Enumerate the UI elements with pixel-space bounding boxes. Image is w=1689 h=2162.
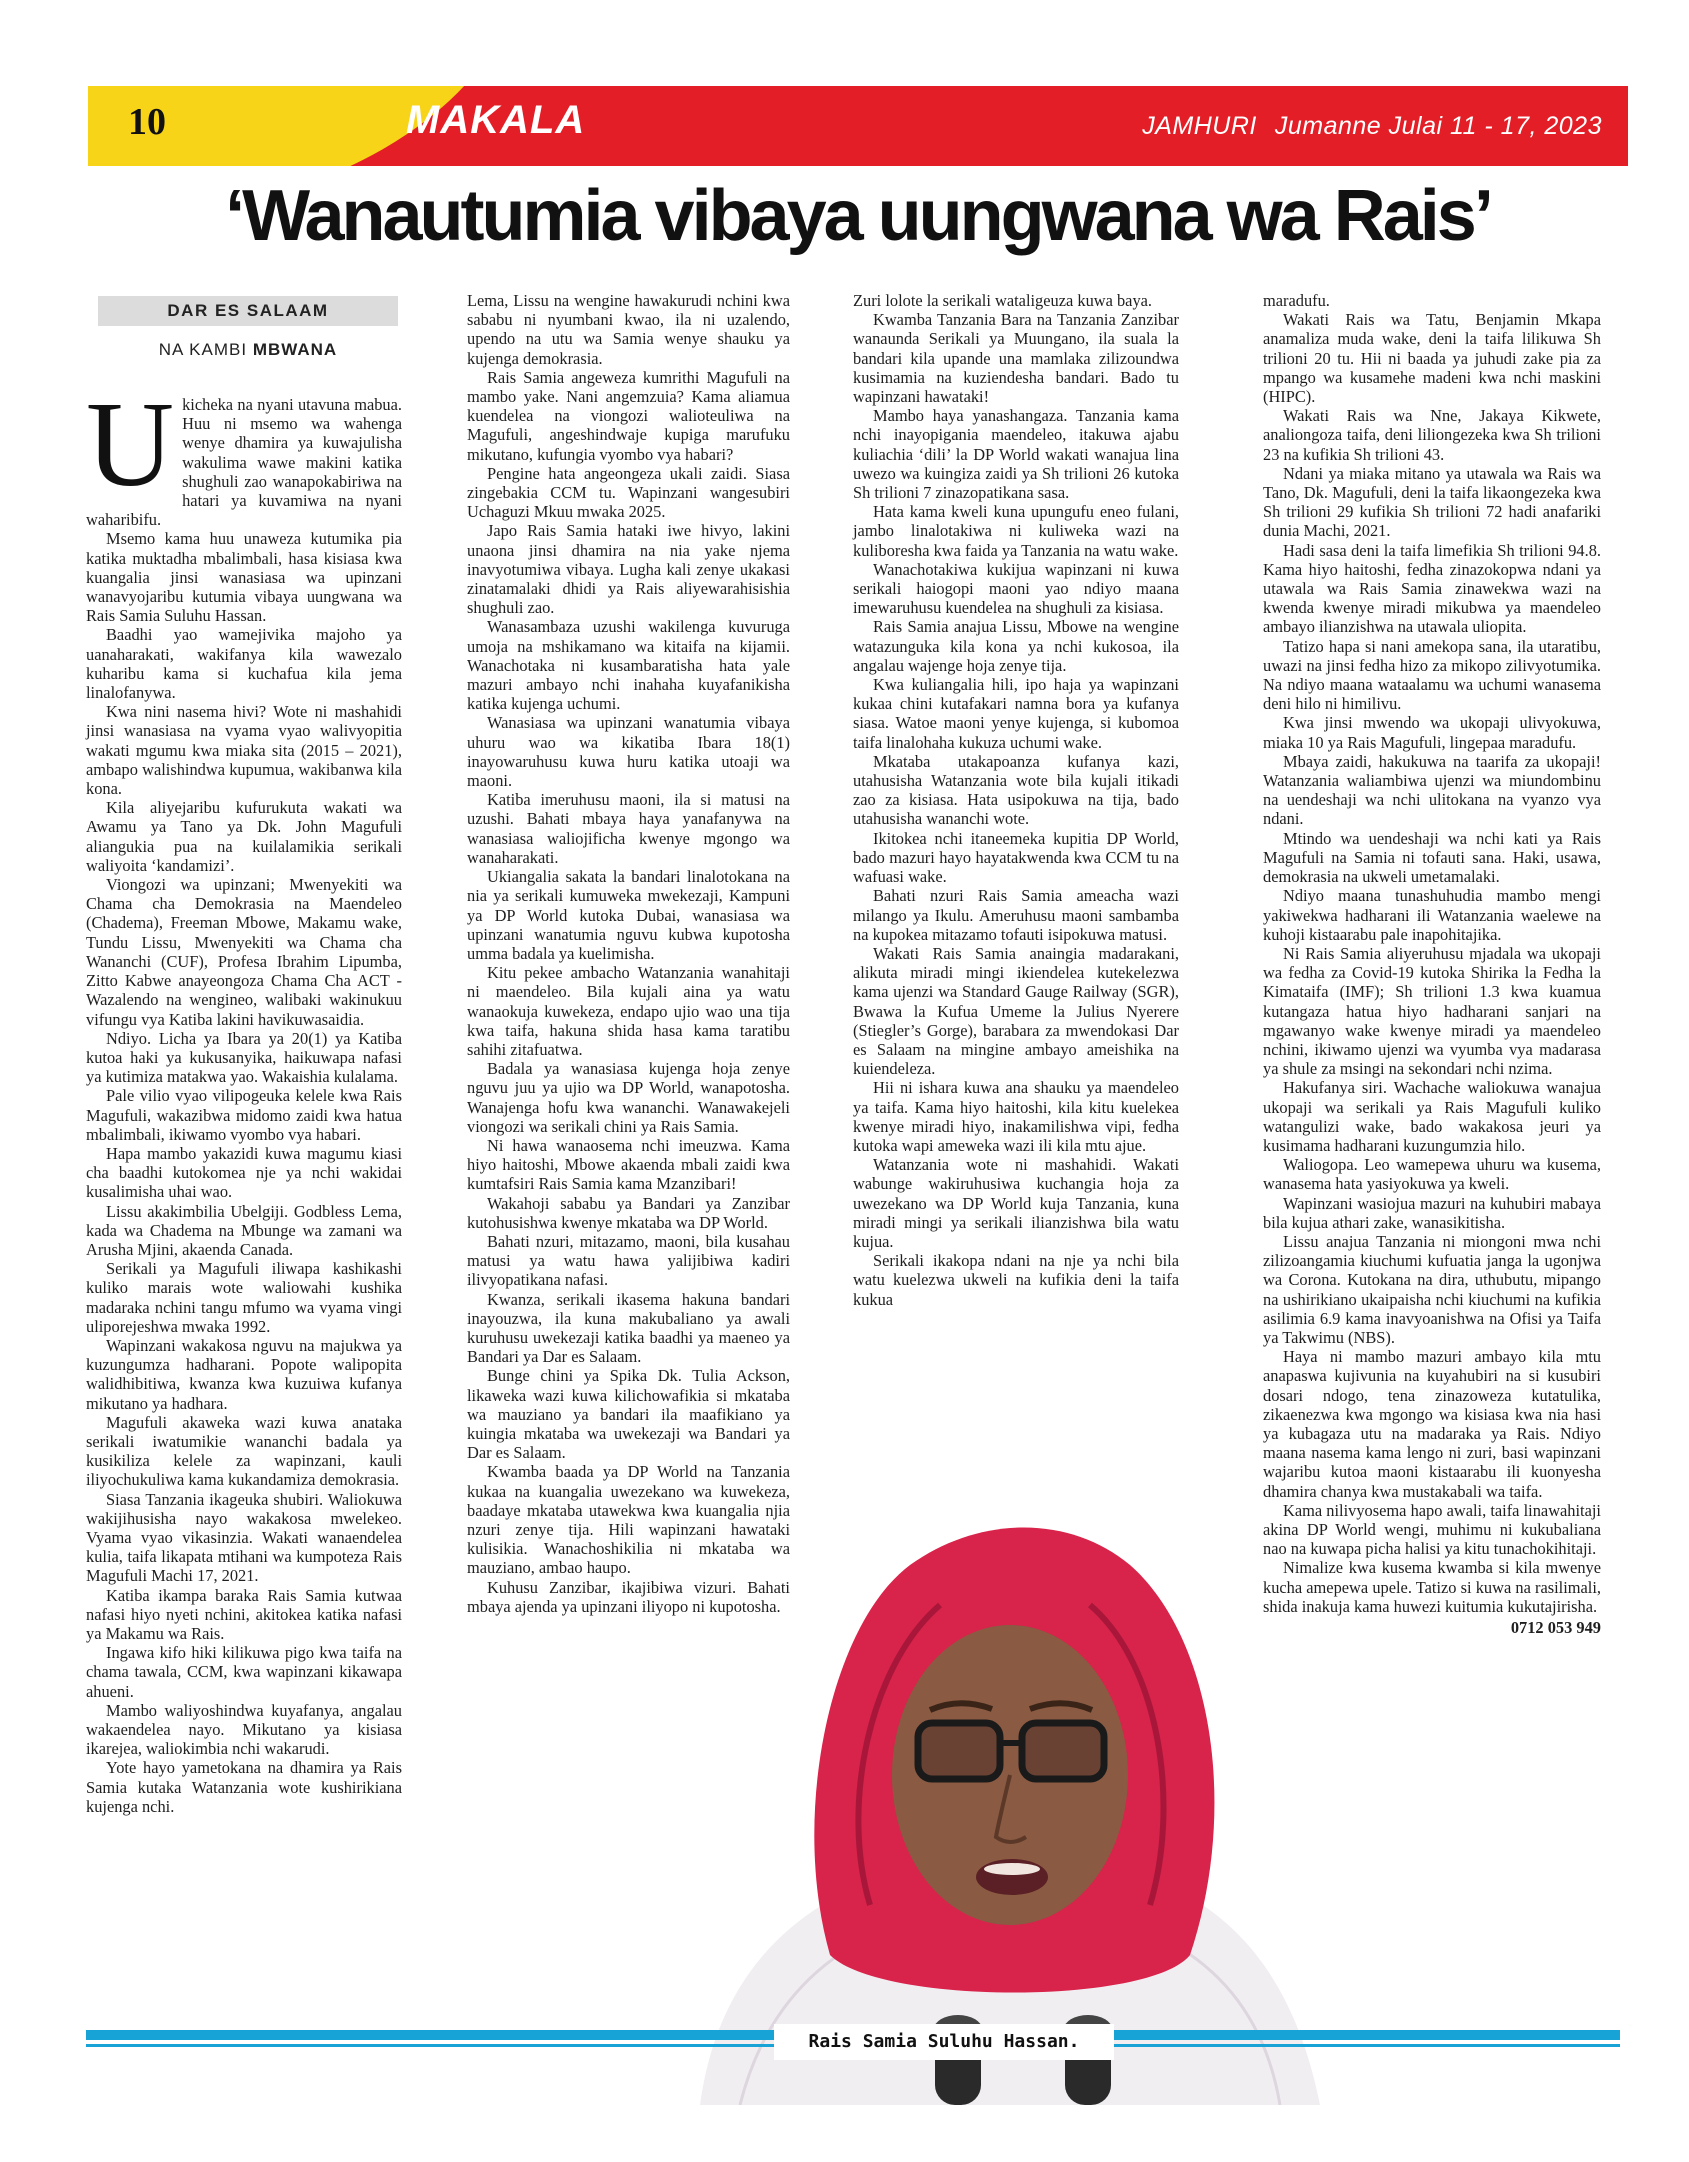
paragraph: Bunge chini ya Spika Dk. Tulia Ackson, likaweka wazi kuwa kilichowafikia si mkataba wa mauziano ya bandari ila maafikiano ya kuingia mkataba wa uwekezaji wa Bandari ya Dar es Salaam. bbox=[467, 1366, 790, 1463]
paragraph: Wapinzani wakakosa nguvu na majukwa ya kuzungumza hadharani. Popote walipopita walidhibitiwa, kwanza kwa kuzuiwa kufanya mikutano ya hadhara. bbox=[86, 1335, 402, 1413]
dateline: DAR ES SALAAM bbox=[98, 296, 398, 326]
paragraph: Hakufanya siri. Wachache waliokuwa wanajua ukopaji wa serikali ya Rais Magufuli kuliko watangulizi wake, bado wakakosa jeuri ya kusimama hadharani kuzungumzia hilo. bbox=[1263, 1078, 1601, 1155]
paragraph: Kuhusu Zanzibar, ikajibiwa vizuri. Bahati mbaya ajenda ya upinzani iliyopo ni kupotosha. bbox=[467, 1577, 790, 1616]
paragraph: Hata kama kweli kuna upungufu eneo fulani, jambo linalotakiwa ni kuliweka wazi na kuliboresha kwa faida ya Tanzania na watu wake. bbox=[853, 502, 1179, 560]
paragraph: Wapinzani wasiojua mazuri na kuhubiri mabaya bila kujua athari zake, wanasikitisha. bbox=[1263, 1193, 1601, 1232]
paragraph: Pengine hata angeongeza ukali zaidi. Siasa zingebakia CCM tu. Wapinzani wangesubiri Uchaguzi Mkuu mwaka 2025. bbox=[467, 463, 790, 522]
glasses-right bbox=[1022, 1723, 1104, 1779]
paragraph: Ukiangalia sakata la bandari linalotokana na nia ya serikali kumuweka mwekezaji, Kampuni ya DP World kutoka Dubai, wanasiasa wa upinzani wanatumia nguvu kubwa kupotosha umma badala ya kuelimisha. bbox=[467, 867, 790, 963]
paragraph: Wakahoji sababu ya Bandari ya Zanzibar kutohusishwa kwenye mkataba wa DP World. bbox=[467, 1193, 790, 1232]
paragraph: Haya ni mambo mazuri ambayo kila mtu anapaswa kujivunia na kuyahubiri na si kusubiri dosari ndogo, tena zinazoweza kutatulika, zikaenezwa kwa mgongo wa kisiasa kwa nia hasi ya kubagaza utu na madaraka ya Rais. Ndiyo maana nasema kama lengo ni zuri, basi wapinzani wajaribu kutoa maoni kistaarabu ili kuonyesha dhamira chanya kwa mustakabali wa taifa. bbox=[1263, 1347, 1601, 1501]
president-photo bbox=[680, 1485, 1340, 2105]
paragraph: Serikali ya Magufuli iliwapa kashikashi kuliko marais wote waliowahi kushika madaraka nchini tangu mfumo wa vyama vingi uliporejeshwa mwaka 1992. bbox=[86, 1259, 402, 1336]
paragraph: Wakati Rais wa Tatu, Benjamin Mkapa anamaliza muda wake, deni la taifa lilikuwa Sh trilioni 20 tu. Hii ni baada ya juhudi zake pia za mpango wa kusamehe madeni kwa nchi maskini (HIPC). bbox=[1263, 310, 1601, 407]
author-phone: 0712 053 949 bbox=[1510, 1618, 1601, 1638]
paragraph: Lissu akakimbilia Ubelgiji. Godbless Lema, kada wa Chadema na Mbunge wa zamani wa Arusha Mjini, akaenda Canada. bbox=[86, 1201, 402, 1259]
paragraph: Mbaya zaidi, hakukuwa na taarifa za ukopaji! Watanzania waliambiwa ujenzi wa miundombinu na uendeshaji wa nchi ulitokana na vyanzo vya ndani. bbox=[1263, 751, 1601, 829]
paragraph: maradufu. bbox=[1263, 291, 1330, 310]
byline-prefix: NA KAMBI bbox=[158, 340, 248, 359]
article-column-4 bbox=[1263, 291, 1601, 1637]
paragraph: Pale vilio vyao vilipogeuka kelele kwa Rais Magufuli, wakazibwa midomo zaidi kwa hatua mbalimbali, ikiwamo vyombo vya habari. bbox=[86, 1086, 402, 1144]
paragraph: Katiba ikampa baraka Rais Samia kutwaa nafasi hiyo nyeti nchini, akitokea katika nafasi ya Makamu wa Rais. bbox=[86, 1585, 402, 1643]
article-column-1 bbox=[86, 377, 402, 1816]
paragraph: Hii ni ishara kuwa ana shauku ya maendeleo ya taifa. Kama hiyo haitoshi, kila kitu kuelekea kwenye miradi hiyo, inakamilishwa vipi, fedha kutoka wapi ameweka wazi ili kila mtu ajue. bbox=[853, 1078, 1179, 1155]
paragraph: Ndiyo. Licha ya Ibara ya 20(1) ya Katiba kutoa haki ya kukusanyika, haikuwapa nafasi ya kutimiza matakwa yao. Wakaishia kulalama. bbox=[86, 1028, 402, 1087]
paragraph: Waliogopa. Leo wamepewa uhuru wa kusema, wanasema hata yasiyokuwa ya kweli. bbox=[1263, 1155, 1601, 1194]
paragraph: Wanasiasa wa upinzani wanatumia vibaya uhuru wao wa kikatiba Ibara 18(1) inayowaruhusu kuwa huru katika utoaji wa maoni. bbox=[467, 713, 790, 791]
byline bbox=[98, 340, 398, 360]
paragraph: Mambo waliyoshindwa kuyafanya, angalau wakaendelea nayo. Mikutano ya kisiasa ikarejea, waliokimbia nchi wakarudi. bbox=[86, 1700, 402, 1759]
paragraph: Kama nilivyosema hapo awali, taifa linawahitaji akina DP World wengi, muhimu ni kukubaliana nao na kuwapa picha halisi ya kitu tunachokihitaji. bbox=[1263, 1500, 1601, 1559]
paragraph: Kwamba Tanzania Bara na Tanzania Zanzibar wanaunda Serikali ya Muungano, ila suala la bandari kila upande una mamlaka zilizoundwa kusimamia na kuziendesha bandari. Bado tu wapinzani hawataki! bbox=[853, 310, 1179, 407]
glasses-left bbox=[918, 1723, 1000, 1779]
issue-date: Jumanne Julai 11 - 17, 2023 bbox=[1274, 112, 1602, 140]
paragraph: Hapa mambo yakazidi kuwa magumu kiasi cha baadhi kutokomea nje ya nchi wakidai kusalimisha uhai wao. bbox=[86, 1143, 402, 1202]
paragraph: Kitu pekee ambacho Watanzania wanahitaji ni maendeleo. Bila kujali aina ya watu wanaokuja kuwekeza, endapo ujio wao una tija kwa taifa, hakuna shida hasa kama taratibu sahihi zitafuatwa. bbox=[467, 963, 790, 1059]
paragraph: Katiba imeruhusu maoni, ila si matusi na uzushi. Bahati mbaya haya yanafanywa na wanasiasa waliojificha kwenye mgongo wa wanaharakati. bbox=[467, 790, 790, 867]
paragraph: Mkataba utakapoanza kufanya kazi, utahusisha Watanzania wote bila kujali itikadi zao za kisiasa. Hata usipokuwa na tija, bado utahusisha wananchi wote. bbox=[853, 751, 1179, 829]
section-title: MAKALA bbox=[406, 98, 586, 142]
paragraph: Wakati Rais wa Nne, Jakaya Kikwete, analiongoza taifa, deni liliongezeka kwa Sh trilioni 23 na kufikia Sh trilioni 43. bbox=[1263, 406, 1601, 464]
paragraph: Kwa jinsi mwendo wa ukopaji ulivyokuwa, miaka 10 ya Rais Magufuli, lingepaa maradufu. bbox=[1263, 713, 1601, 752]
paragraph: Kwa kuliangalia hili, ipo haja ya wapinzani kukaa chini kutafakari namna bora ya kufanya siasa. Watoe maoni yenye kujenga, si kubomoa taifa linalohaha kukuza uchumi wake. bbox=[853, 675, 1179, 752]
paragraph: Rais Samia anajua Lissu, Mbowe na wengine watazunguka kila kona ya nchi kukosoa, ila angalau wajenge hoja zenye tija. bbox=[853, 617, 1179, 675]
paragraph: Japo Rais Samia hataki iwe hivyo, lakini unaona jinsi dhamira na nia yake njema inavyotumiwa vibaya. Lugha kali zenye ukakasi zinatamalaki dhidi ya Rais aliyewarahisishia shughuli zao. bbox=[467, 521, 790, 618]
paragraph: Mtindo wa uendeshaji wa nchi kati ya Rais Magufuli na Samia ni tofauti sana. Haki, usawa, demokrasia na ukweli umetamalaki. bbox=[1263, 828, 1601, 887]
paragraph: Hadi sasa deni la taifa limefikia Sh trilioni 94.8. Kama hiyo haitoshi, fedha zinazokopwa ndani ya utawala wa Rais Samia zinawekwa wazi na kwenda kwenye miradi mikubwa ya maendeleo ambayo ilianzishwa na utawala uliopita. bbox=[1263, 540, 1601, 637]
paragraph: Nimalize kwa kusema kwamba si kila mwenye kucha amepewa upele. Tatizo si kuwa na rasilimali, shida inakuja kama huwezi kuitumia kukutajirisha. bbox=[1263, 1558, 1601, 1616]
paragraph: Ingawa kifo hiki kilikuwa pigo kwa taifa na chama tawala, CCM, kwa wapinzani kikawapa ahueni. bbox=[86, 1643, 402, 1701]
paragraph: Rais Samia angeweza kumrithi Magufuli na mambo yake. Nani angemzuia? Kama aliamua kuendelea na viongozi walioteuliwa na Magufuli, angeshindwaje kupiga marufuku mikutano, kufungia vyombo vya habari? bbox=[467, 367, 790, 464]
article-column-2 bbox=[467, 291, 790, 1616]
paragraph: Msemo kama huu unaweza kutumika pia katika muktadha mbalimbali, hasa kisiasa kwa kuangalia jinsi wanasiasa wa upinzani wanavyojaribu kutumia vibaya uungwana wa Rais Samia Suluhu Hassan. bbox=[86, 529, 402, 626]
drop-cap: U bbox=[86, 377, 175, 512]
page-number: 10 bbox=[128, 101, 166, 143]
paragraph: Ni hawa wanaosema nchi imeuzwa. Kama hiyo haitoshi, Mbowe akaenda mbali zaidi kwa kumtafsiri Rais Samia kama Mzanzibari! bbox=[467, 1135, 790, 1194]
paragraph: Tatizo hapa si nani amekopa sana, ila utaratibu, uwazi na jinsi fedha hizo za mikopo zilivyotumika. Na ndiyo maana wataalamu wa uchumi wanasema deni hilo ni himilivu. bbox=[1263, 636, 1601, 714]
paragraph: Yote hayo yametokana na dhamira ya Rais Samia kutaka Watanzania wote kushirikiana kujenga nchi. bbox=[86, 1758, 402, 1816]
paragraph: Mambo haya yanashangaza. Tanzania kama nchi inayopigania maendeleo, itakuwa ajabu kuliachia ‘dili’ la DP World wakati wanajua lina uwezo wa kuingiza zaidi ya Sh trilioni 26 kutoka Sh trilioni 7 zinazopatikana sasa. bbox=[853, 406, 1179, 503]
paragraph: Wakati Rais Samia anaingia madarakani, alikuta miradi mingi ikiendelea kutekelezwa kama ujenzi wa Standard Gauge Railway (SGR), Bwawa la Kufua Umeme la Julius Nyerere (Stiegler’s Gorge), barabara za mwendokasi Dar es Salaam na mingine ambayo ameishika na kuiendeleza. bbox=[853, 943, 1179, 1079]
paragraph: kicheka na nyani utavuna mabua. Huu ni msemo wa wahenga wenye dhamira ya kuwajulisha wakulima wawe makini katika shughuli zao wanapokabiriwa na hatari ya kuvamiwa na nyani waharibifu. bbox=[86, 395, 402, 530]
paragraph: Kwanza, serikali ikasema hakuna bandari inayouzwa, ila kuna makubaliano ya awali kuruhusu uwekezaji katika baadhi ya maeneo ya Bandari ya Dar es Salaam. bbox=[467, 1289, 790, 1367]
headline: ‘Wanautumia vibaya uungwana wa Rais’ bbox=[225, 176, 1491, 256]
paragraph: Baadhi yao wamejivika majoho ya uanaharakati, wakifanya kila wawezalo kuharibu kama si kuchafua kila jema linalofanywa. bbox=[86, 625, 402, 703]
paragraph: Bahati nzuri Rais Samia ameacha wazi milango ya Ikulu. Ameruhusu maoni sambamba na kupokea mitazamo tofauti isipokuwa matusi. bbox=[853, 886, 1179, 944]
photo-caption: Rais Samia Suluhu Hassan. bbox=[774, 2024, 1114, 2060]
paragraph: Ikitokea nchi itaneemeka kupitia DP World, bado mazuri hayo hayatakwenda kwa CCM tu na wafuasi wake. bbox=[853, 828, 1179, 887]
portrait-illustration bbox=[680, 1485, 1340, 2105]
paragraph: Siasa Tanzania ikageuka shubiri. Waliokuwa wakijihusisha nayo wakakosa mwelekeo. Vyama vyao vikasinzia. Wakati wanaendelea kulia, taifa likapata mtihani wa kumpoteza Rais Magufuli Machi 17, 2021. bbox=[86, 1489, 402, 1586]
paragraph: Wanachotakiwa kukijua wapinzani ni kuwa serikali haiogopi maoni yao ndiyo maana imewaruhusu kuendelea na shughuli za kisiasa. bbox=[853, 559, 1179, 618]
paragraph: Zuri lolote la serikali wataligeuza kuwa baya. bbox=[853, 291, 1153, 310]
paragraph: Lissu anajua Tanzania ni miongoni mwa nchi zilizoangamia kiuchumi kufuatia janga la ugonjwa wa Corona. Kutokana na dira, uthubutu, mipango na ushirikiano ukaipaisha nchi kiuchumi na kufikia asilimia 6.9 kama inavyoanishwa na Ofisi ya Taifa ya Takwimu (NBS). bbox=[1263, 1231, 1601, 1347]
paragraph: Kwamba baada ya DP World na Tanzania kukaa na kuangalia uwezekano wa kuwekeza, baadaye mkataba utawekwa kwa kuangalia njia nzuri zenye tija. Hili wapinzani hawataki kulisikia. Wanachoshikilia ni mkataba wa mauziano, ambao haupo. bbox=[467, 1462, 790, 1578]
paragraph: Magufuli akaweka wazi kuwa anataka serikali iwatumikie wananchi badala ya kusikiliza kelele za wapinzani, kauli iliyochukuliwa kama kukandamiza demokrasia. bbox=[86, 1412, 402, 1490]
publication-name: JAMHURI bbox=[1142, 112, 1257, 140]
paragraph: Ni Rais Samia aliyeruhusu mjadala wa ukopaji wa fedha za Covid-19 kutoka Shirika la Fedha la Kimataifa (IMF); Sh trilioni 1.3 kwa kuamua kutangaza hatua hiyo hadharani sanjari na mgawanyo wake kwenye miradi ya maendeleo nchini, ikiwamo ujenzi wa vyumba vya madarasa ya shule za msingi na sekondari nchi nzima. bbox=[1263, 943, 1601, 1079]
paragraph: Badala ya wanasiasa kujenga hoja zenye nguvu juu ya ujio wa DP World, wanapotosha. Wanajenga hofu kwa wananchi. Wanawakejeli viongozi wa serikali chini ya Rais Samia. bbox=[467, 1059, 790, 1136]
paragraph: Viongozi wa upinzani; Mwenyekiti wa Chama cha Demokrasia na Maendeleo (Chadema), Freeman Mbowe, Makamu wake, Tundu Lissu, Mwenyekiti wa Chama cha Wananchi (CUF), Profesa Ibrahim Lipumba, Zitto Kabwe anayeongoza Chama Cha ACT - Wazalendo na wengineo, walibaki wakinukuu vifungu vya Katiba lakini havikuwasaidia. bbox=[86, 875, 402, 1029]
article-column-3 bbox=[853, 291, 1179, 1309]
paragraph: Ndiyo maana tunashuhudia mambo mengi yakiwekwa hadharani ili Watanzania waelewe na kuhoji kistaarabu pale inapohitajika. bbox=[1263, 886, 1601, 944]
paragraph: Serikali ikakopa ndani na nje ya nchi bila watu kuelezwa ukweli na kufikia deni la taifa kukua bbox=[853, 1251, 1179, 1309]
paragraph: Ndani ya miaka mitano ya utawala wa Rais wa Tano, Dk. Magufuli, deni la taifa likaongezeka kwa Sh trilioni 29 kufikia Sh trilioni 72 hadi anafariki dunia Machi, 2021. bbox=[1263, 463, 1601, 541]
paragraph: Bahati nzuri, mitazamo, maoni, bila kusahau matusi ya watu hawa yalijibiwa kadiri ilivyopatikana nafasi. bbox=[467, 1231, 790, 1290]
paragraph: Kwa nini nasema hivi? Wote ni mashahidi jinsi wanasiasa na vyama vyao walivyopitia wakati mgumu kwa miaka sita (2015 – 2021), ambapo walishindwa kupumua, wakibanwa kila kona. bbox=[86, 702, 402, 799]
paragraph: Lema, Lissu na wengine hawakurudi nchini kwa sababu ni nyumbani kwao, ila ni uzalendo, upendo na utu wa Samia wenye shauku ya kujenga demokrasia. bbox=[467, 291, 790, 368]
byline-author: MBWANA bbox=[252, 340, 338, 359]
page-header bbox=[88, 86, 1628, 166]
paragraph: Kila aliyejaribu kufurukuta wakati wa Awamu ya Tano ya Dk. John Magufuli aliangukia pua na kuilalamikia serikali waliyoita ‘kandamizi’. bbox=[86, 798, 402, 875]
paragraph: Watanzania wote ni mashahidi. Wakati wabunge wakiruhusiwa kuchangia hoja za uwezekano wa DP World kuja Tanzania, kuna miradi mingi ya serikali ilianzishwa bila watu kujua. bbox=[853, 1155, 1179, 1251]
paragraph: Wanasambaza uzushi wakilenga kuvuruga umoja na mshikamano wa kitaifa na kijamii. Wanachotaka ni kusambaratisha hata yale mazuri ambayo nchi inahaha kuyafanikisha katika kujenga uchumi. bbox=[467, 617, 790, 714]
issue-info bbox=[1142, 112, 1602, 141]
